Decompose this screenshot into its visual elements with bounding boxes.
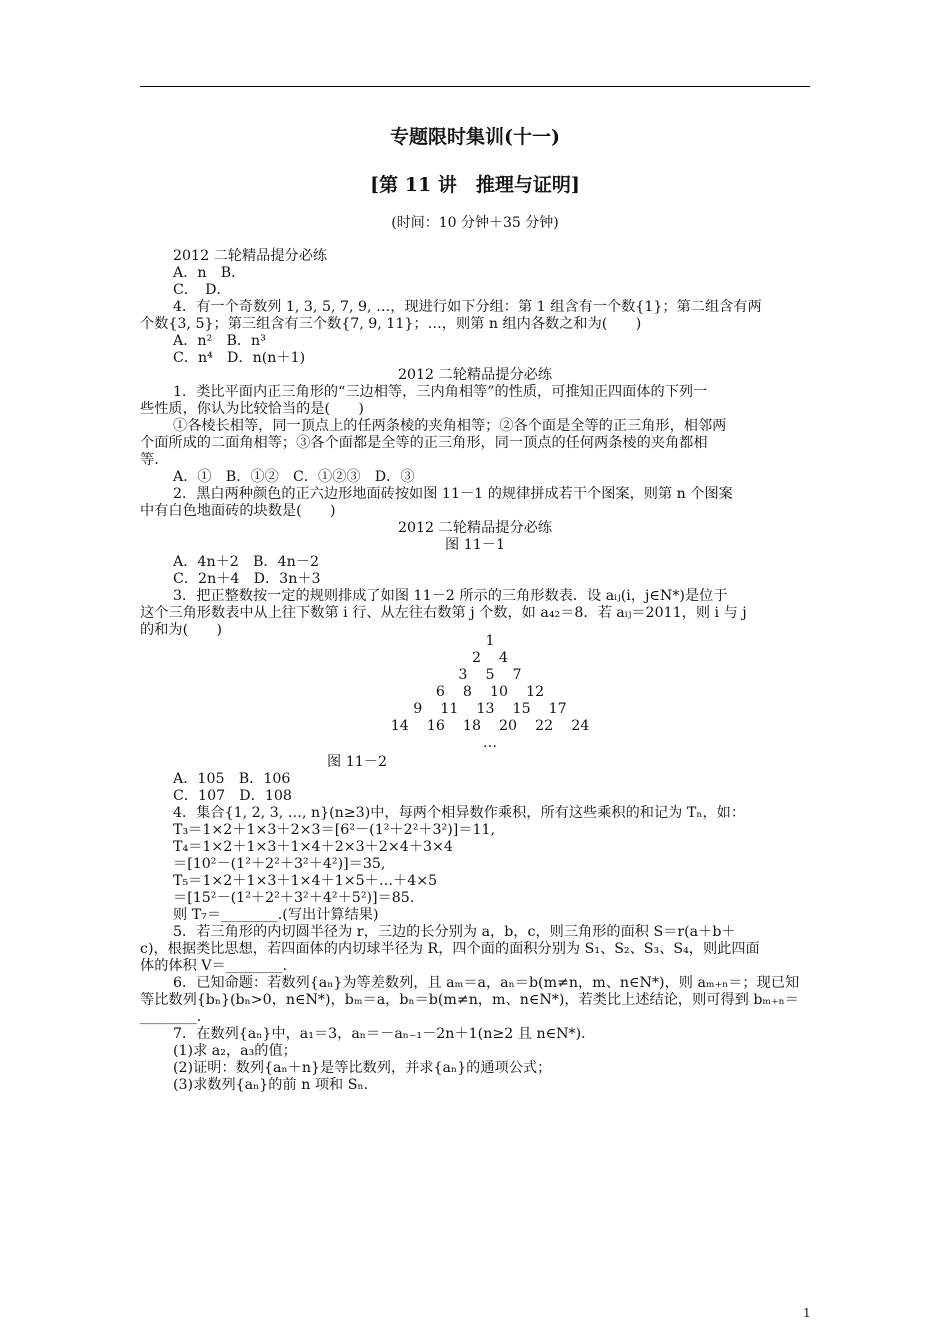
text-line: T₅＝1×2＋1×3＋1×4＋1×5＋…＋4×5 [173,873,438,889]
text-line: 中有白色地面砖的块数是( ) [140,503,336,519]
text-line: (1)求 a₂，a₃的值； [173,1043,297,1059]
triangle-row: … [482,735,498,751]
text-line: A．105 B．106 [173,771,291,787]
text-line: 的和为( ) [140,622,223,638]
text-line: T₃＝1×2＋1×3＋2×3＝[6²－(1²＋2²＋3²)]＝11, [173,822,496,838]
text-line: (2)证明：数列{aₙ＋n}是等比数列，并求{aₙ}的通项公式； [173,1060,552,1076]
text-line: 等比数列{bₙ}(bₙ>0，n∈N*)，bₘ＝a，bₙ＝b(m≠n，m、n∈N*)，若类比上述结论，则可得到 bₘ₊ₙ＝ [140,992,799,1008]
header-rule [140,86,810,87]
text-line: 等. [140,452,159,468]
text-line: 2012 二轮精品提分必练 [397,367,553,383]
text-line: 这个三角形数表中从上往下数第 i 行、从左往右数第 j 个数，如 a₄₂＝8．若 aᵢⱼ＝2011，则 i 与 j [140,605,747,621]
text-line: 2012 二轮精品提分必练 [173,248,328,264]
triangle-row: 9 11 13 15 17 [413,701,567,717]
text-line: A．① B．①② C．①②③ D．③ [173,469,415,485]
text-line: 图 11－2 [327,754,387,770]
time-note: (时间：10 分钟＋35 分钟) [391,215,559,231]
page-title: 专题限时集训(十一) [390,126,560,148]
text-line: C．107 D．108 [173,788,292,804]
text-line: 5．若三角形的内切圆半径为 r，三边的长分别为 a，b，c，则三角形的面积 S＝r(a＋b＋ [173,924,736,940]
text-line: 1．类比平面内正三角形的“三边相等，三内角相等”的性质，可推知正四面体的下列一 [173,384,708,400]
triangle-row: 14 16 18 20 22 24 [390,718,590,734]
text-line: 2．黑白两种颜色的正六边形地面砖按如图 11－1 的规律拼成若干个图案，则第 n 个图案 [173,486,733,502]
text-line: A．4n＋2 B．4n－2 [173,554,319,570]
text-line: c)，根据类比思想，若四面体的内切球半径为 R，四个面的面积分别为 S₁、S₂、S₃、S₄，则此四面 [140,941,760,957]
text-line: ＝[15²－(1²＋2²＋3²＋4²＋5²)]＝85. [173,890,415,906]
triangle-row: 6 8 10 12 [435,684,545,700]
text-line: ________. [140,1009,202,1025]
text-line: 3．把正整数按一定的规则排成了如图 11－2 所示的三角形数表．设 aᵢⱼ(i，j∈N*)是位于 [173,588,728,604]
text-line: ＝[10²－(1²＋2²＋3²＋4²)]＝35, [173,856,386,872]
text-line: 2012 二轮精品提分必练 [397,520,553,536]
text-line: C．2n＋4 D．3n＋3 [173,571,321,587]
text-line: T₄＝1×2＋1×3＋1×4＋2×3＋2×4＋3×4 [173,839,453,855]
triangle-row: 3 5 7 [458,667,522,683]
text-line: 些性质，你认为比较恰当的是( ) [140,401,364,417]
text-line: 4．集合{1, 2, 3, …, n}(n≥3)中，每两个相异数作乘积，所有这些乘积的和记为 Tₙ，如： [173,805,746,821]
text-line: A．n² B．n³ [173,333,266,349]
page-number: 1 [803,1306,811,1320]
text-line: 个数{3, 5}；第三组含有三个数{7, 9, 11}；…，则第 n 组内各数之和为( ) [140,316,642,332]
triangle-row: 1 [485,633,495,649]
text-line: 7．在数列{aₙ}中，a₁＝3，aₙ＝－aₙ₋₁－2n＋1(n≥2 且 n∈N*)． [173,1026,596,1042]
text-line: C． D． [173,282,231,298]
triangle-row: 2 4 [471,650,509,666]
page-subtitle: [第 11 讲 推理与证明] [370,174,580,196]
text-line: 则 T₇＝________.(写出计算结果) [173,907,379,923]
text-line: 6．已知命题：若数列{aₙ}为等差数列，且 aₘ＝a，aₙ＝b(m≠n，m、n∈N*)，则 aₘ₊ₙ＝；现已知 [173,975,800,991]
text-line: 图 11－1 [445,537,505,553]
text-line: C．n⁴ D．n(n＋1) [173,350,306,366]
text-line: 个面所成的二面角相等；③各个面都是全等的正三角形，同一顶点的任何两条棱的夹角都相 [140,435,708,451]
text-line: (3)求数列{aₙ}的前 n 项和 Sₙ. [173,1077,369,1093]
text-line: 4．有一个奇数列 1, 3, 5, 7, 9, …，现进行如下分组：第 1 组含有一个数{1}；第二组含有两 [173,299,762,315]
text-line: ①各棱长相等，同一顶点上的任两条棱的夹角相等；②各个面是全等的正三角形，相邻两 [173,418,727,434]
text-line: 体的体积 V＝________. [140,958,287,974]
text-line: A．n B． [173,265,246,281]
